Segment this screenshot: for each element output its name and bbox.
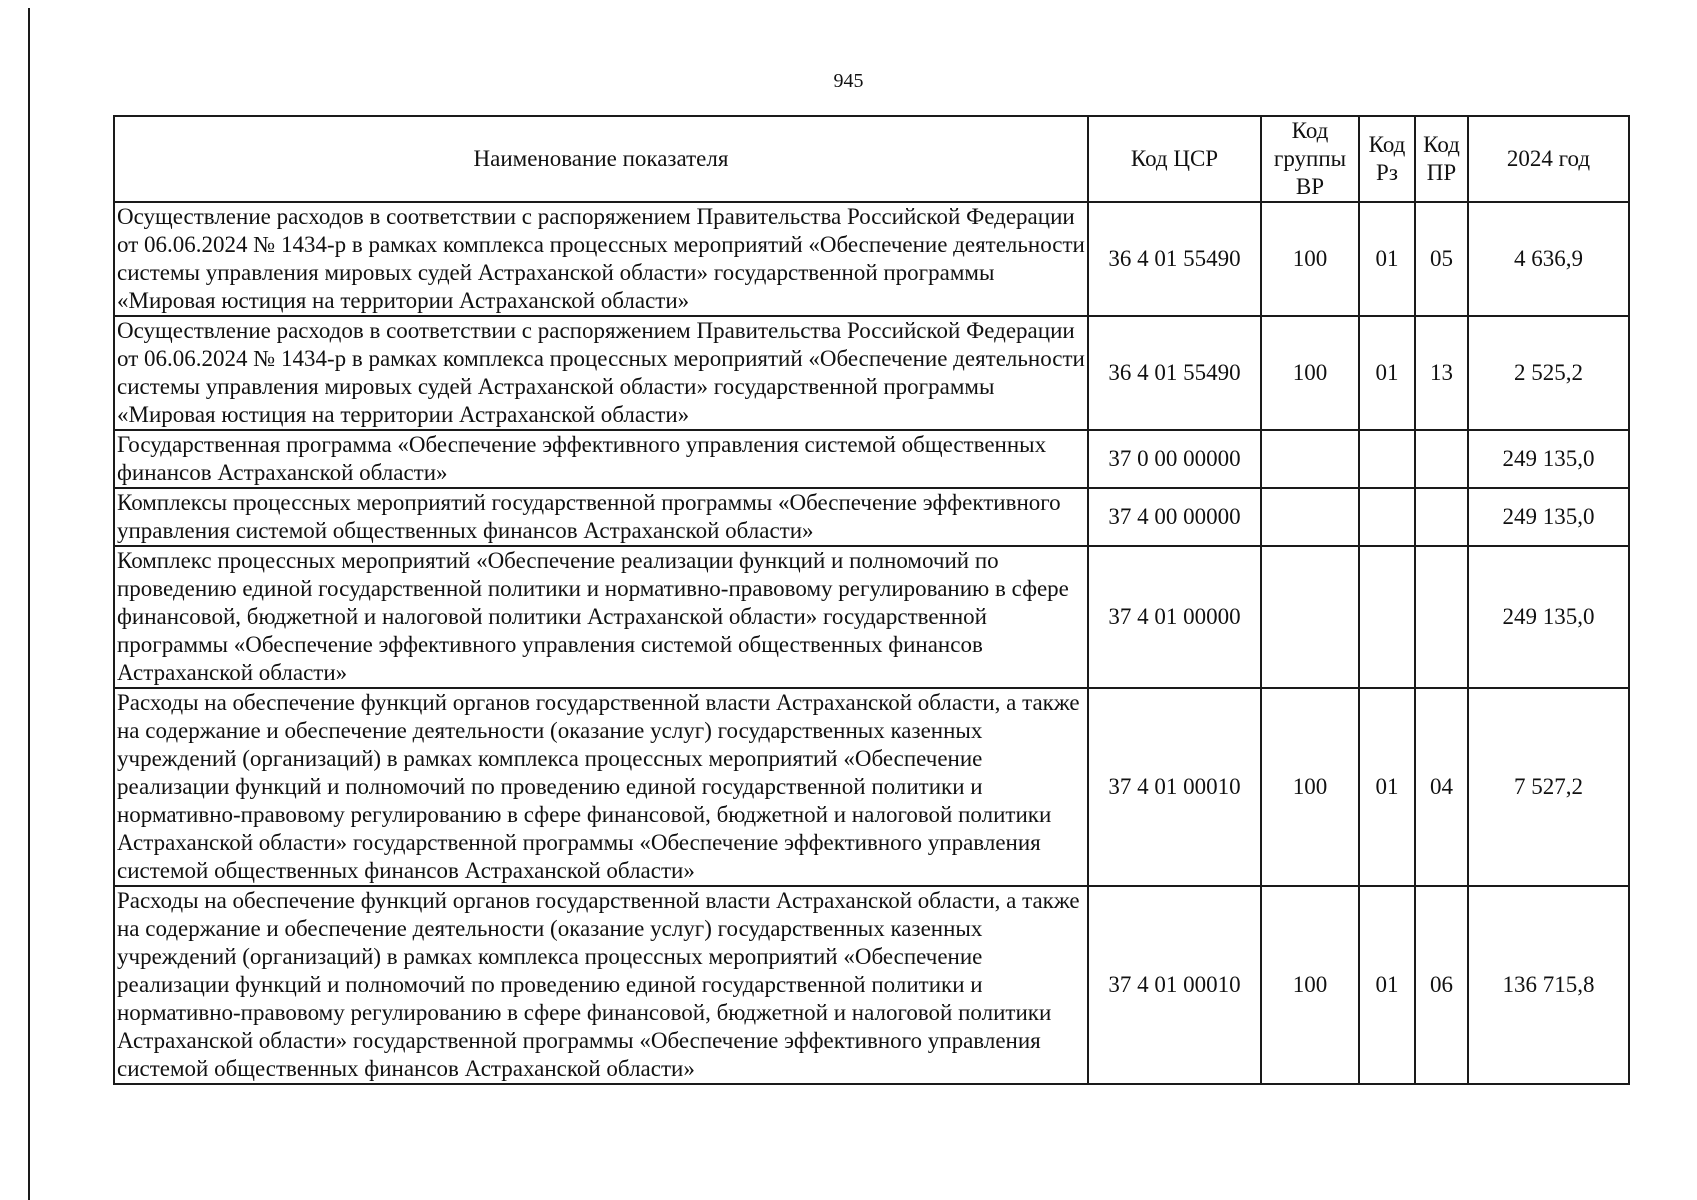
row-vr-code: 100 bbox=[1261, 886, 1359, 1084]
header-name: Наименование показателя bbox=[114, 116, 1088, 202]
row-amount: 136 715,8 bbox=[1468, 886, 1629, 1084]
row-rz-code bbox=[1359, 546, 1415, 688]
row-vr-code bbox=[1261, 488, 1359, 546]
table-row bbox=[114, 202, 1629, 316]
row-name: Расходы на обеспечение функций органов государственной власти Астраханской области, а также на содержание и обеспечение деятельности (оказание услуг) государственных казенных учреждений (организаций) в рамках комплекса процессных мероприятий «Обеспечение реализации функций и полномочий по проведению единой государственной политики и нормативно-правовому регулированию в сфере финансовой, бюджетной и налоговой политики Астраханской области» государственной программы «Обеспечение эффективного управления системой общественных финансов Астраханской области» bbox=[114, 688, 1088, 886]
table-row bbox=[114, 886, 1629, 1084]
row-pr-code: 13 bbox=[1415, 316, 1468, 430]
row-csr-code: 37 4 01 00010 bbox=[1088, 688, 1261, 886]
row-pr-code bbox=[1415, 430, 1468, 488]
row-name: Комплексы процессных мероприятий государственной программы «Обеспечение эффективного управления системой общественных финансов Астраханской области» bbox=[114, 488, 1088, 546]
header-csr-code: Код ЦСР bbox=[1088, 116, 1261, 202]
table-header-row bbox=[114, 116, 1629, 202]
row-rz-code: 01 bbox=[1359, 688, 1415, 886]
row-pr-code bbox=[1415, 488, 1468, 546]
row-name: Расходы на обеспечение функций органов государственной власти Астраханской области, а также на содержание и обеспечение деятельности (оказание услуг) государственных казенных учреждений (организаций) в рамках комплекса процессных мероприятий «Обеспечение реализации функций и полномочий по проведению единой государственной политики и нормативно-правовому регулированию в сфере финансовой, бюджетной и налоговой политики Астраханской области» государственной программы «Обеспечение эффективного управления системой общественных финансов Астраханской области» bbox=[114, 886, 1088, 1084]
row-csr-code: 36 4 01 55490 bbox=[1088, 202, 1261, 316]
row-pr-code: 06 bbox=[1415, 886, 1468, 1084]
row-amount: 2 525,2 bbox=[1468, 316, 1629, 430]
row-vr-code: 100 bbox=[1261, 688, 1359, 886]
row-csr-code: 37 4 01 00000 bbox=[1088, 546, 1261, 688]
row-csr-code: 37 4 00 00000 bbox=[1088, 488, 1261, 546]
header-pr-code: Код ПР bbox=[1415, 116, 1468, 202]
row-csr-code: 36 4 01 55490 bbox=[1088, 316, 1261, 430]
table-row bbox=[114, 688, 1629, 886]
row-amount: 249 135,0 bbox=[1468, 488, 1629, 546]
row-rz-code: 01 bbox=[1359, 316, 1415, 430]
row-name: Государственная программа «Обеспечение эффективного управления системой общественных финансов Астраханской области» bbox=[114, 430, 1088, 488]
row-rz-code bbox=[1359, 430, 1415, 488]
row-amount: 249 135,0 bbox=[1468, 430, 1629, 488]
row-name: Осуществление расходов в соответствии с распоряжением Правительства Российской Федерации от 06.06.2024 № 1434-р в рамках комплекса процессных мероприятий «Обеспечение деятельности системы управления мировых судей Астраханской области» государственной программы «Мировая юстиция на территории Астраханской области» bbox=[114, 202, 1088, 316]
table-row bbox=[114, 430, 1629, 488]
row-pr-code: 05 bbox=[1415, 202, 1468, 316]
row-csr-code: 37 4 01 00010 bbox=[1088, 886, 1261, 1084]
row-amount: 249 135,0 bbox=[1468, 546, 1629, 688]
row-rz-code bbox=[1359, 488, 1415, 546]
page-number: 945 bbox=[833, 70, 864, 92]
row-amount: 4 636,9 bbox=[1468, 202, 1629, 316]
row-rz-code: 01 bbox=[1359, 886, 1415, 1084]
row-pr-code bbox=[1415, 546, 1468, 688]
table-row bbox=[114, 546, 1629, 688]
row-name: Комплекс процессных мероприятий «Обеспечение реализации функций и полномочий по проведению единой государственной политики и нормативно-правовому регулированию в сфере финансовой, бюджетной и налоговой политики Астраханской области» государственной программы «Обеспечение эффективного управления системой общественных финансов Астраханской области» bbox=[114, 546, 1088, 688]
row-vr-code bbox=[1261, 430, 1359, 488]
row-name: Осуществление расходов в соответствии с распоряжением Правительства Российской Федерации от 06.06.2024 № 1434-р в рамках комплекса процессных мероприятий «Обеспечение деятельности системы управления мировых судей Астраханской области» государственной программы «Мировая юстиция на территории Астраханской области» bbox=[114, 316, 1088, 430]
page-margin-line bbox=[28, 8, 30, 1200]
row-vr-code bbox=[1261, 546, 1359, 688]
row-amount: 7 527,2 bbox=[1468, 688, 1629, 886]
budget-table bbox=[113, 115, 1630, 1085]
header-rz-code: Код Рз bbox=[1359, 116, 1415, 202]
header-year-2024: 2024 год bbox=[1468, 116, 1629, 202]
row-csr-code: 37 0 00 00000 bbox=[1088, 430, 1261, 488]
row-rz-code: 01 bbox=[1359, 202, 1415, 316]
table-row bbox=[114, 488, 1629, 546]
row-vr-code: 100 bbox=[1261, 316, 1359, 430]
header-vr-code: Код группы ВР bbox=[1261, 116, 1359, 202]
table-row bbox=[114, 316, 1629, 430]
row-vr-code: 100 bbox=[1261, 202, 1359, 316]
row-pr-code: 04 bbox=[1415, 688, 1468, 886]
